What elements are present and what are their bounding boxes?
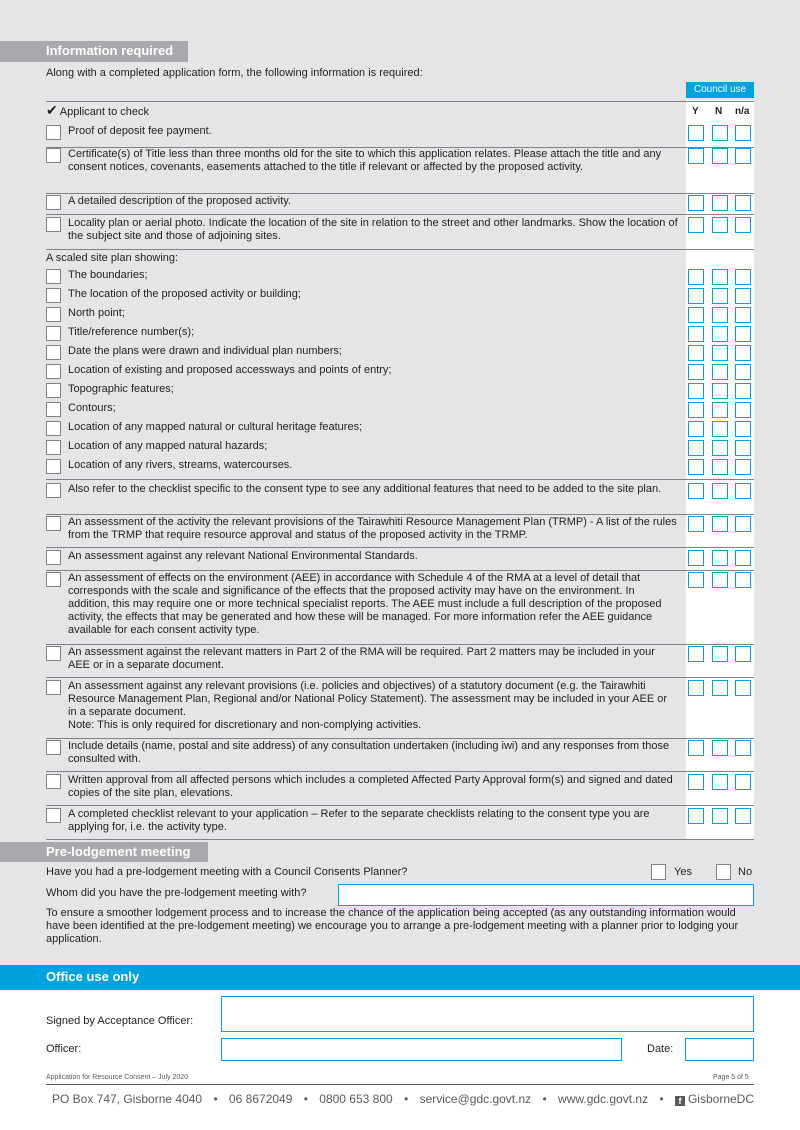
applicant-check-label: Applicant to check: [59, 106, 150, 118]
council-y-checkbox[interactable]: [688, 288, 704, 304]
date-field[interactable]: [685, 1038, 754, 1061]
divider: [46, 101, 754, 102]
checklist-row: [46, 459, 686, 478]
applicant-checkbox[interactable]: [46, 483, 61, 498]
checklist-row: [46, 421, 686, 440]
council-na-checkbox[interactable]: [735, 550, 751, 566]
council-na-checkbox[interactable]: [735, 774, 751, 790]
checklist-item-text: Contours;: [68, 402, 116, 414]
separator: •: [303, 1092, 308, 1106]
council-na-checkbox[interactable]: [735, 646, 751, 662]
council-na-checkbox[interactable]: [735, 307, 751, 323]
checklist-row: [46, 680, 686, 737]
row-divider: [46, 839, 754, 840]
applicant-checkbox[interactable]: [46, 125, 61, 140]
council-na-checkbox[interactable]: [735, 421, 751, 437]
checklist-row: [46, 550, 686, 569]
council-na-checkbox[interactable]: [735, 195, 751, 211]
council-y-checkbox[interactable]: [688, 516, 704, 532]
footer-divider: [46, 1084, 754, 1085]
council-y-checkbox[interactable]: [688, 808, 704, 824]
checklist-item-text: A completed checklist relevant to your application – Refer to the separate checklists relating to the consent type you are applying for, i.e. the activity type.: [68, 808, 650, 833]
no-label: No: [738, 866, 753, 878]
council-y-checkbox[interactable]: [688, 148, 704, 164]
applicant-checkbox[interactable]: [46, 288, 61, 303]
council-y-checkbox[interactable]: [688, 195, 704, 211]
council-n-checkbox[interactable]: [712, 421, 728, 437]
council-n-checkbox[interactable]: [712, 483, 728, 499]
applicant-checkbox[interactable]: [46, 421, 61, 436]
council-n-checkbox[interactable]: [712, 125, 728, 141]
council-y-checkbox[interactable]: [688, 740, 704, 756]
checklist-item-text: The boundaries;: [68, 269, 148, 281]
prelodgement-paragraph: To ensure a smoother lodgement process and to increase the chance of the application being accepted (as any outstanding information would have been identified at the pre-lodgement meeting) we encourage you to arrange a pre-lodgement meeting with a planner prior to lodging your application.: [46, 907, 739, 945]
council-n-checkbox[interactable]: [712, 459, 728, 475]
council-y-checkbox[interactable]: [688, 307, 704, 323]
contact-line: [52, 1092, 752, 1106]
checklist-item-text: Location of any rivers, streams, watercourses.: [68, 459, 293, 471]
checklist-item-text: Certificate(s) of Title less than three months old for the site to which this application relates. Please attach the title and any consent notices, covenants, easements attached to the title if relevant or affected by the proposed activity.: [68, 148, 662, 173]
col-header-n: N: [715, 106, 723, 117]
council-na-checkbox[interactable]: [735, 364, 751, 380]
checklist-item-text: An assessment of effects on the environment (AEE) in accordance with Schedule 4 of the RMA at a level of detail that corresponds with the scale and significance of the effects that the proposed activity may have on the environment. In addition, this may require one or more technical specialist reports. The AEE must include a full description of the proposed activity, the effects that may be generated and how these will be managed. For more information refer the AEE guidance available for each consent activity type.: [68, 572, 662, 636]
council-y-checkbox[interactable]: [688, 440, 704, 456]
col-header-na: n/a: [735, 106, 750, 117]
applicant-checkbox[interactable]: [46, 217, 61, 232]
row-divider: [46, 570, 754, 571]
separator: •: [542, 1092, 547, 1106]
checklist-item-text: Include details (name, postal and site address) of any consultation undertaken (including iwi) and any responses from those consulted with.: [68, 740, 670, 765]
form-name: Application for Resource Consent – July 2020: [46, 1074, 189, 1081]
checklist-row: [46, 326, 686, 345]
applicant-checkbox[interactable]: [46, 572, 61, 587]
checklist-row: [46, 148, 686, 192]
council-na-checkbox[interactable]: [735, 148, 751, 164]
yes-label: Yes: [674, 866, 692, 878]
council-n-checkbox[interactable]: [712, 808, 728, 824]
section-title-information-required: Information required: [46, 43, 174, 58]
checklist-row: [46, 217, 686, 248]
council-y-checkbox[interactable]: [688, 421, 704, 437]
row-divider: [46, 214, 754, 215]
contact-facebook: GisborneDC: [687, 1092, 754, 1106]
council-y-checkbox[interactable]: [688, 680, 704, 696]
council-n-checkbox[interactable]: [712, 383, 728, 399]
facebook-icon: f: [675, 1096, 685, 1106]
council-n-checkbox[interactable]: [712, 345, 728, 361]
officer-field[interactable]: [221, 1038, 622, 1061]
council-y-checkbox[interactable]: [688, 217, 704, 233]
checklist-item-text: Locality plan or aerial photo. Indicate the location of the site in relation to the street and other landmarks. Show the location of the subject site and those of adjoining sites.: [68, 217, 678, 242]
checklist-row: [46, 483, 686, 513]
contact-phone: 06 8672049: [228, 1092, 293, 1106]
council-y-checkbox[interactable]: [688, 383, 704, 399]
applicant-checkbox[interactable]: [46, 345, 61, 360]
council-na-checkbox[interactable]: [735, 402, 751, 418]
prelodgement-whom-label: Whom did you have the pre-lodgement meeting with?: [46, 887, 307, 899]
checklist-item-text: Location of any mapped natural or cultural heritage features;: [68, 421, 363, 433]
council-n-checkbox[interactable]: [712, 195, 728, 211]
row-divider: [46, 514, 754, 515]
prelodgement-no-checkbox[interactable]: [716, 864, 731, 880]
checkmark-icon: ✔: [46, 102, 58, 118]
office-use-title: Office use only: [46, 969, 140, 984]
council-y-checkbox[interactable]: [688, 774, 704, 790]
council-n-checkbox[interactable]: [712, 326, 728, 342]
council-y-checkbox[interactable]: [688, 459, 704, 475]
checklist-row: [46, 195, 686, 213]
signed-label: Signed by Acceptance Officer:: [46, 1015, 194, 1027]
contact-address: PO Box 747, Gisborne 4040: [52, 1092, 203, 1106]
council-n-checkbox[interactable]: [712, 572, 728, 588]
council-na-checkbox[interactable]: [735, 125, 751, 141]
council-n-checkbox[interactable]: [712, 269, 728, 285]
checklist-item-text: An assessment of the activity the relevant provisions of the Tairawhiti Resource Management Plan (TRMP) - A list of the rules from the TRMP that require resource approval and status of the proposed activity in the TRMP.: [68, 516, 677, 541]
council-na-checkbox[interactable]: [735, 459, 751, 475]
council-y-checkbox[interactable]: [688, 646, 704, 662]
applicant-checkbox[interactable]: [46, 516, 61, 531]
applicant-to-check-header: [46, 104, 149, 119]
council-n-checkbox[interactable]: [712, 774, 728, 790]
checklist-row: [46, 345, 686, 364]
row-divider: [46, 771, 754, 772]
applicant-checkbox[interactable]: [46, 195, 61, 210]
separator: •: [213, 1092, 218, 1106]
applicant-checkbox[interactable]: [46, 326, 61, 341]
council-na-checkbox[interactable]: [735, 326, 751, 342]
applicant-checkbox[interactable]: [46, 459, 61, 474]
prelodgement-whom-field[interactable]: [338, 884, 754, 906]
separator: •: [659, 1092, 664, 1106]
applicant-checkbox[interactable]: [46, 440, 61, 455]
date-label: Date:: [647, 1043, 674, 1055]
checklist-row: [46, 402, 686, 421]
council-y-checkbox[interactable]: [688, 572, 704, 588]
prelodgement-question: Have you had a pre-lodgement meeting with a Council Consents Planner?: [46, 866, 408, 878]
council-na-checkbox[interactable]: [735, 680, 751, 696]
checklist-row: [46, 740, 686, 770]
checklist-item-text: A detailed description of the proposed activity.: [68, 195, 291, 207]
checklist-item-text: Written approval from all affected persons which includes a completed Affected Party Approval form(s) and signed and dated copies of the site plan, elevations.: [68, 774, 673, 799]
row-divider: [46, 677, 754, 678]
checklist-row: [46, 440, 686, 459]
council-na-checkbox[interactable]: [735, 217, 751, 233]
separator: •: [404, 1092, 409, 1106]
council-n-checkbox[interactable]: [712, 646, 728, 662]
checklist-item-text: An assessment against any relevant provisions (i.e. policies and objectives) of a statutory document (e.g. the Tairawhiti Resource Management Plan, Regional and/or National Policy Statement). The assessment may be included in your AEE or in a separate document. Note: This is only required for discretionary and non-complying activities.: [68, 680, 668, 731]
applicant-checkbox[interactable]: [46, 740, 61, 755]
checklist-item-text: An assessment against any relevant National Environmental Standards.: [68, 550, 418, 562]
council-y-checkbox[interactable]: [688, 345, 704, 361]
council-y-checkbox[interactable]: [688, 326, 704, 342]
checklist-row: [46, 307, 686, 326]
council-n-checkbox[interactable]: [712, 364, 728, 380]
checklist-row: [46, 646, 686, 676]
council-n-checkbox[interactable]: [712, 217, 728, 233]
checklist-row: [46, 364, 686, 383]
checklist-item-text: Title/reference number(s);: [68, 326, 195, 338]
intro-text: Along with a completed application form, the following information is required:: [46, 67, 423, 79]
checklist-row: [46, 288, 686, 307]
row-divider: [46, 249, 754, 250]
council-y-checkbox[interactable]: [688, 125, 704, 141]
checklist-row: [46, 774, 686, 804]
council-na-checkbox[interactable]: [735, 269, 751, 285]
applicant-checkbox[interactable]: [46, 402, 61, 417]
applicant-checkbox[interactable]: [46, 307, 61, 322]
applicant-checkbox[interactable]: [46, 808, 61, 823]
checklist-item-text: The location of the proposed activity or building;: [68, 288, 301, 300]
council-na-checkbox[interactable]: [735, 808, 751, 824]
prelodgement-yes-checkbox[interactable]: [651, 864, 666, 880]
council-n-checkbox[interactable]: [712, 288, 728, 304]
council-y-checkbox[interactable]: [688, 269, 704, 285]
checklist-row: [46, 269, 686, 288]
checklist-row: [46, 125, 686, 146]
officer-label: Officer:: [46, 1043, 82, 1055]
council-na-checkbox[interactable]: [735, 483, 751, 499]
row-divider: [46, 193, 754, 194]
checklist-row: [46, 572, 686, 643]
applicant-checkbox[interactable]: [46, 550, 61, 565]
checklist-item-text: An assessment against the relevant matters in Part 2 of the RMA will be required. Part 2 matters may be included in your AEE or in a separate document.: [68, 646, 655, 671]
col-header-y: Y: [692, 106, 699, 117]
council-na-checkbox[interactable]: [735, 288, 751, 304]
row-divider: [46, 738, 754, 739]
applicant-checkbox[interactable]: [46, 680, 61, 695]
council-n-checkbox[interactable]: [712, 402, 728, 418]
applicant-checkbox[interactable]: [46, 646, 61, 661]
checklist-item-text: Location of existing and proposed accessways and points of entry;: [68, 364, 392, 376]
applicant-checkbox[interactable]: [46, 148, 61, 163]
row-divider: [46, 479, 754, 480]
checklist-item-text: Date the plans were drawn and individual plan numbers;: [68, 345, 342, 357]
council-n-checkbox[interactable]: [712, 440, 728, 456]
council-n-checkbox[interactable]: [712, 307, 728, 323]
signed-field[interactable]: [221, 996, 754, 1032]
row-divider: [46, 147, 754, 148]
council-na-checkbox[interactable]: [735, 516, 751, 532]
contact-website: www.gdc.govt.nz: [558, 1092, 649, 1106]
council-n-checkbox[interactable]: [712, 516, 728, 532]
row-divider: [46, 644, 754, 645]
council-y-checkbox[interactable]: [688, 550, 704, 566]
council-use-label: Council use: [686, 82, 754, 98]
council-y-checkbox[interactable]: [688, 364, 704, 380]
council-n-checkbox[interactable]: [712, 680, 728, 696]
checklist-item-text: Also refer to the checklist specific to the consent type to see any additional features that need to be added to the site plan.: [68, 483, 662, 495]
applicant-checkbox[interactable]: [46, 774, 61, 789]
row-divider: [46, 805, 754, 806]
council-na-checkbox[interactable]: [735, 440, 751, 456]
checklist-item-text: Proof of deposit fee payment.: [68, 125, 212, 137]
contact-freephone: 0800 653 800: [319, 1092, 393, 1106]
applicant-checkbox[interactable]: [46, 269, 61, 284]
council-na-checkbox[interactable]: [735, 345, 751, 361]
council-n-checkbox[interactable]: [712, 148, 728, 164]
contact-email: service@gdc.govt.nz: [419, 1092, 532, 1106]
checklist-item-text: Topographic features;: [68, 383, 174, 395]
council-n-checkbox[interactable]: [712, 740, 728, 756]
checklist-item-text: Location of any mapped natural hazards;: [68, 440, 268, 452]
prelodgement-title: Pre-lodgement meeting: [46, 844, 191, 859]
council-y-checkbox[interactable]: [688, 402, 704, 418]
council-na-checkbox[interactable]: [735, 572, 751, 588]
checklist-row: [46, 383, 686, 402]
council-y-checkbox[interactable]: [688, 483, 704, 499]
row-divider: [46, 547, 754, 548]
checklist-item-text: North point;: [68, 307, 125, 319]
council-n-checkbox[interactable]: [712, 550, 728, 566]
checklist-row: [46, 516, 686, 546]
applicant-checkbox[interactable]: [46, 364, 61, 379]
council-na-checkbox[interactable]: [735, 740, 751, 756]
council-na-checkbox[interactable]: [735, 383, 751, 399]
checklist-row: [46, 808, 686, 838]
applicant-checkbox[interactable]: [46, 383, 61, 398]
site-plan-heading: A scaled site plan showing:: [46, 252, 179, 264]
page-number: Page 5 of 5: [713, 1074, 749, 1081]
